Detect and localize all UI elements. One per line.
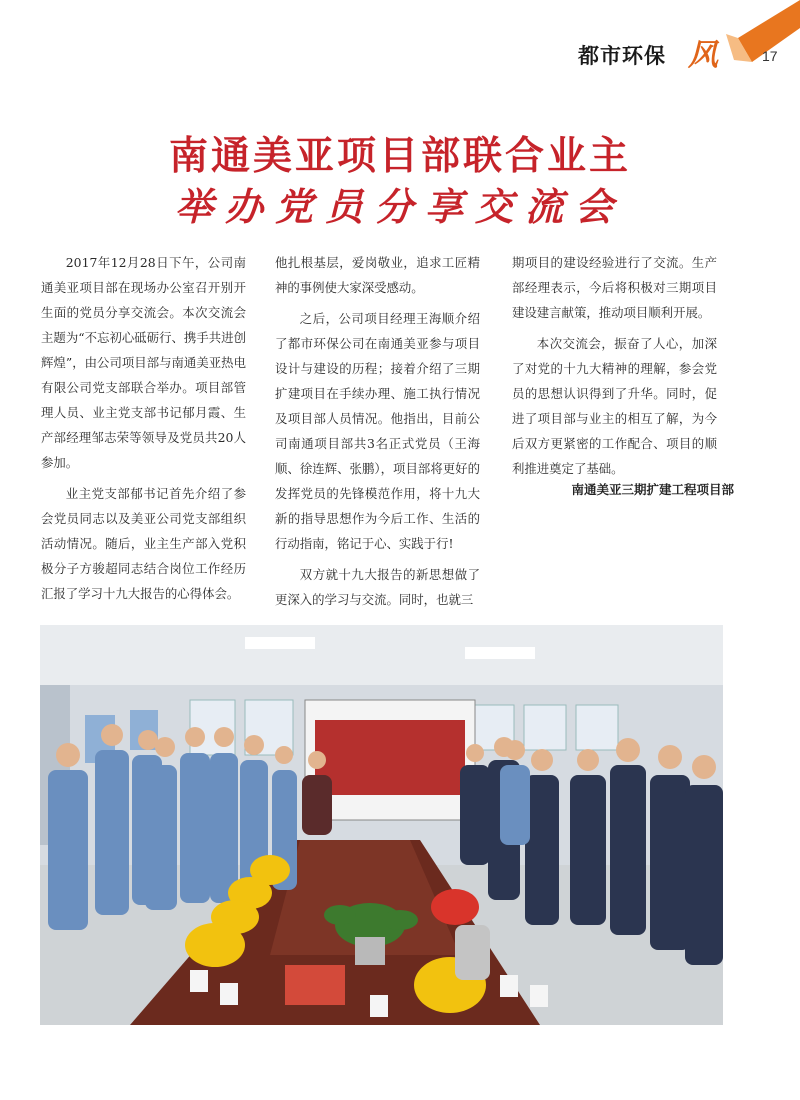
paragraph-2: 业主党支部郁书记首先介绍了参会党员同志以及美亚公司党支部组织活动情况。随后，业主生产部入党积极分子方骏超同志结合岗位工作经历汇报了学习十九大报告的心得体会。 bbox=[41, 486, 246, 601]
paragraph-1: 2017年12月28日下午，公司南通美亚项目部在现场办公室召开别开生面的党员分享交流会。本次交流会主题为“不忘初心砥砺行、携手共进创辉煌”，由公司项目部与南通美亚热电有限公司党支部联合举办。项目部管理人员、业主党支部书记郁月霞、生产部经理邹志荣等领导及党员共20人参加。 bbox=[41, 255, 246, 470]
paragraph-4: 双方就十九大报告的新思想做了更深入的学习与交流。同时，也就三 bbox=[275, 567, 480, 607]
page-number: 17 bbox=[762, 48, 778, 64]
paragraph-5: 本次交流会，振奋了人心，加深了对党的十九大精神的理解，参会党员的思想认识得到了升华。同时，促进了项目部与业主的相互了解，为今后双方更紧密的工作配合、项目的顺利推进奠定了基础。 bbox=[512, 336, 717, 476]
paragraph-2-continued: 他扎根基层，爱岗敬业，追求工匠精神的事例使大家深受感动。 bbox=[275, 255, 480, 295]
article-title-line1: 南通美亚项目部联合业主 bbox=[168, 134, 631, 179]
paragraph-3: 之后，公司项目经理王海顺介绍了都市环保公司在南通美亚参与项目设计与建设的历程；接着介绍了三期扩建项目在手续办理、施工执行情况及项目部人员情况。他指出，目前公司南通项目部共3名正式党员（王海顺、徐连辉、张鹏），项目部将更好的发挥党员的先锋模范作用，将十九大新的指导思想作为今后工作、生活的行动指南，铭记于心、实践于行! bbox=[275, 311, 480, 551]
meeting-group-photo bbox=[40, 625, 723, 1025]
text-column-2 bbox=[275, 250, 480, 618]
magazine-brand: 都市环保 bbox=[578, 44, 666, 68]
paragraph-4-continued: 期项目的建设经验进行了交流。生产部经理表示，今后将积极对三期项目建设建言献策，推动项目顺利开展。 bbox=[512, 255, 717, 320]
article-signature: 南通美亚三期扩建工程项目部 bbox=[571, 482, 734, 497]
text-column-3 bbox=[512, 250, 717, 487]
article-title-line2: 举办党员分享交流会 bbox=[174, 184, 625, 229]
page-header bbox=[0, 0, 800, 90]
text-column-1 bbox=[41, 250, 246, 612]
brand-logo-mark: 风 bbox=[688, 38, 718, 73]
